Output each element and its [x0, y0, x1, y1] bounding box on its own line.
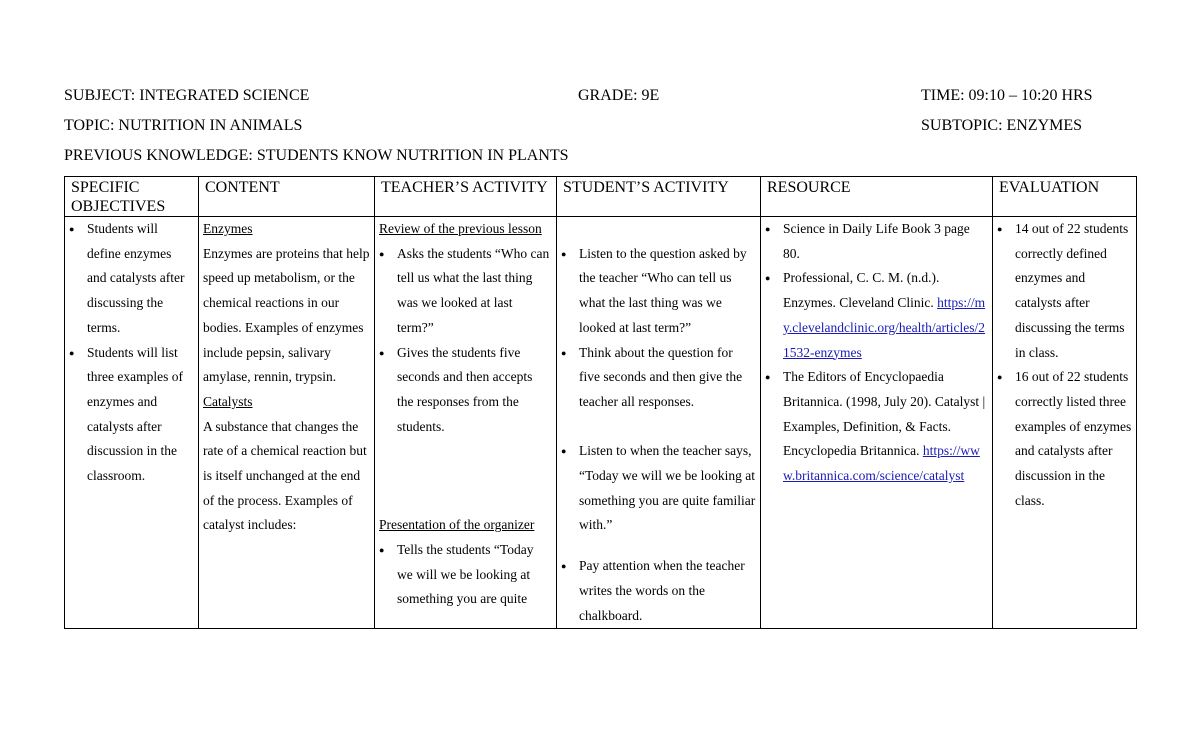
evaluation-item: ● 16 out of 22 students correctly listed three examples of enzymes and catalysts after discussion in the class. [997, 365, 1132, 513]
enzymes-text: Enzymes are proteins that help speed up metabolism, or the chemical reactions in our bodies. Examples of enzymes include pepsin, salivary amylase, rennin, trypsin. [203, 245, 370, 385]
subject-line: SUBJECT: INTEGRATED SCIENCE [64, 87, 310, 104]
previous-knowledge-line: PREVIOUS KNOWLEDGE: STUDENTS KNOW NUTRITION IN PLANTS [64, 147, 569, 164]
lesson-plan-table [64, 176, 1137, 629]
objectives-cell [65, 217, 199, 629]
teacher-activity-cell [375, 217, 557, 629]
teacher-item: ● Asks the students “Who can tell us what the last thing was we looked at last term?” [379, 242, 552, 341]
resource-cell [761, 217, 993, 629]
resource-item: ● Science in Daily Life Book 3 page 80. [765, 217, 988, 266]
objective-item: ● Students will define enzymes and catalysts after discussing the terms. [69, 217, 194, 341]
table-header-row [65, 177, 1137, 217]
cleveland-clinic-link[interactable]: https://my.clevelandclinic.org/health/articles/21532-enzymes [783, 295, 986, 360]
teacher-item: ● Tells the students “Today we will we be looking at something you are quite [379, 538, 552, 612]
resource-citation: The Editors of Encyclopaedia Britannica. (1998, July 20). Catalyst | Examples, Definition, & Facts. Encyclopedia Britannica. [783, 369, 986, 459]
header-specific-objectives: SPECIFIC OBJECTIVES [65, 177, 199, 217]
header-resource: RESOURCE [761, 177, 993, 217]
catalysts-text: A substance that changes the rate of a chemical reaction but is itself unchanged at the end of the process. Examples of catalyst includes: [203, 418, 367, 533]
britannica-link[interactable]: https://www.britannica.com/science/catalyst [783, 443, 980, 484]
presentation-heading: Presentation of the organizer [379, 517, 535, 533]
resource-item [765, 365, 988, 489]
header-evaluation: EVALUATION [993, 177, 1137, 217]
catalysts-heading: Catalysts [203, 393, 253, 409]
teacher-item: ● Gives the students five seconds and then accepts the responses from the students. [379, 341, 552, 440]
time-line: TIME: 09:10 – 10:20 HRS [921, 87, 1093, 104]
student-item: ● Listen to the question asked by the teacher “Who can tell us what the last thing was we looked at last term?” [561, 242, 756, 341]
review-heading: Review of the previous lesson [379, 221, 542, 236]
table-row [65, 217, 1137, 629]
evaluation-item: ● 14 out of 22 students correctly defined enzymes and catalysts after discussing the terms in class. [997, 217, 1132, 365]
objective-item: ● Students will list three examples of enzymes and catalysts after discussion in the classroom. [69, 341, 194, 489]
header-content: CONTENT [199, 177, 375, 217]
header-teacher-activity: TEACHER’S ACTIVITY [375, 177, 557, 217]
student-item: ● Pay attention when the teacher writes the words on the chalkboard. [561, 554, 756, 628]
subtopic-line: SUBTOPIC: ENZYMES [921, 117, 1083, 134]
evaluation-cell [993, 217, 1137, 629]
resource-item [765, 266, 988, 365]
student-activity-cell [557, 217, 761, 629]
grade-line: GRADE: 9E [578, 87, 660, 104]
student-item: ● Think about the question for five seconds and then give the teacher all responses. [561, 341, 756, 415]
header-student-activity: STUDENT’S ACTIVITY [557, 177, 761, 217]
enzymes-heading: Enzymes [203, 221, 253, 236]
topic-line: TOPIC: NUTRITION IN ANIMALS [64, 117, 303, 134]
student-item: ● Listen to when the teacher says, “Today we will we be looking at something you are quite familiar with.” [561, 439, 756, 538]
resource-citation: Professional, C. C. M. (n.d.). Enzymes. Cleveland Clinic. [783, 270, 940, 311]
content-cell [199, 217, 375, 629]
